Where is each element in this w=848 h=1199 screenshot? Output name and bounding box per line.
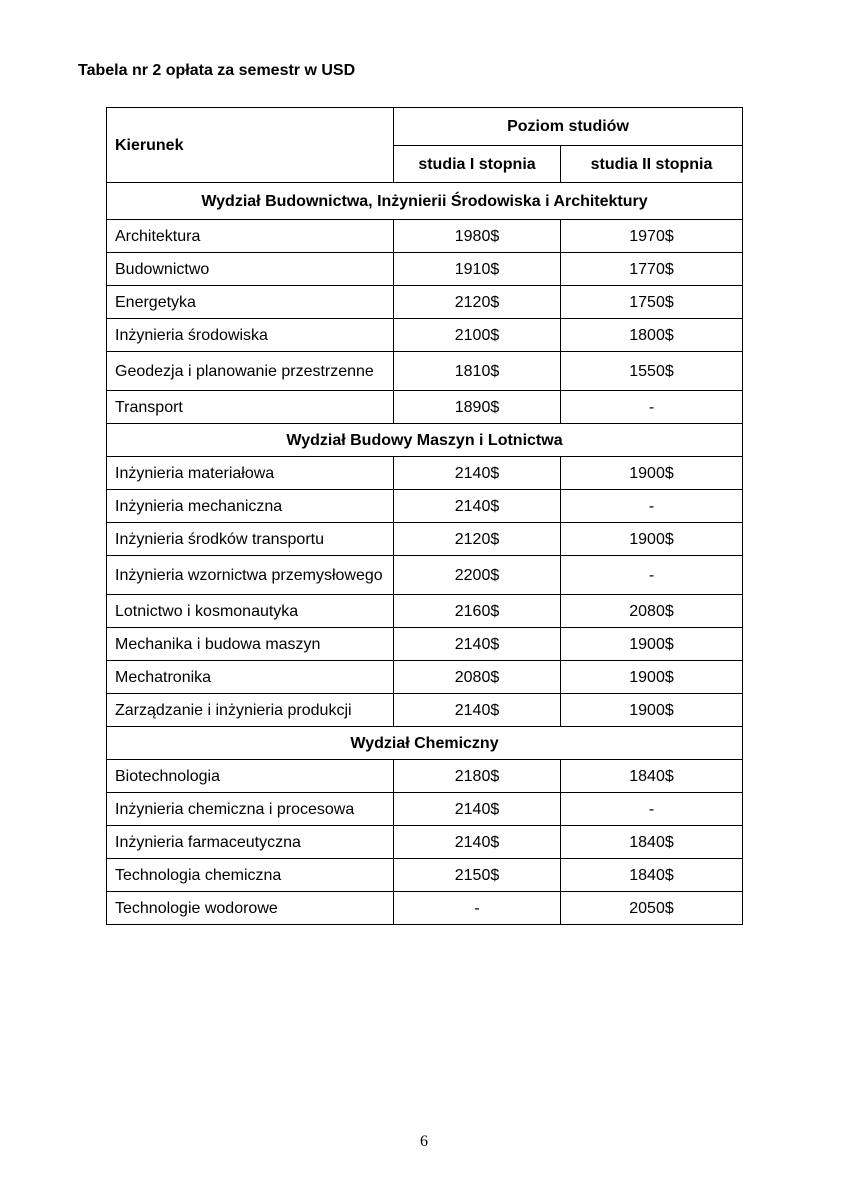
- fee-level-1: 2140$: [394, 490, 561, 523]
- program-name: Budownictwo: [107, 253, 394, 286]
- header-level-1: studia I stopnia: [394, 146, 561, 183]
- program-row: [107, 661, 743, 694]
- fee-level-1: 1980$: [394, 220, 561, 253]
- program-name: Inżynieria chemiczna i procesowa: [107, 793, 394, 826]
- fee-level-1: 2100$: [394, 319, 561, 352]
- page-number: 6: [420, 1133, 428, 1150]
- fee-level-2: 1900$: [561, 457, 743, 490]
- fee-level-1: 2200$: [394, 556, 561, 595]
- program-row: [107, 826, 743, 859]
- fee-level-1: 2140$: [394, 793, 561, 826]
- fee-level-1: -: [394, 892, 561, 925]
- fee-level-2: 2080$: [561, 595, 743, 628]
- fee-level-1: 2120$: [394, 523, 561, 556]
- program-name: Mechanika i budowa maszyn: [107, 628, 394, 661]
- fee-level-1: 2140$: [394, 694, 561, 727]
- program-name: Transport: [107, 391, 394, 424]
- program-row: [107, 523, 743, 556]
- program-name: Inżynieria mechaniczna: [107, 490, 394, 523]
- program-row: [107, 220, 743, 253]
- fee-level-1: 2140$: [394, 457, 561, 490]
- program-row: [107, 490, 743, 523]
- fee-level-2: 1840$: [561, 760, 743, 793]
- fee-level-1: 2180$: [394, 760, 561, 793]
- program-name: Inżynieria farmaceutyczna: [107, 826, 394, 859]
- program-row: [107, 556, 743, 595]
- fee-level-1: 1810$: [394, 352, 561, 391]
- program-name: Inżynieria środków transportu: [107, 523, 394, 556]
- faculty-name: Wydział Budownictwa, Inżynierii Środowiska i Architektury: [107, 183, 743, 220]
- fee-level-1: 1890$: [394, 391, 561, 424]
- program-name: Inżynieria środowiska: [107, 319, 394, 352]
- program-row: [107, 391, 743, 424]
- program-name: Geodezja i planowanie przestrzenne: [107, 352, 394, 391]
- faculty-row: [107, 424, 743, 457]
- fee-level-1: 1910$: [394, 253, 561, 286]
- program-row: [107, 859, 743, 892]
- fee-level-1: 2120$: [394, 286, 561, 319]
- program-row: [107, 760, 743, 793]
- program-name: Architektura: [107, 220, 394, 253]
- program-row: [107, 253, 743, 286]
- program-name: Lotnictwo i kosmonautyka: [107, 595, 394, 628]
- fee-level-1: 2160$: [394, 595, 561, 628]
- fee-level-2: 1840$: [561, 859, 743, 892]
- fee-level-2: -: [561, 391, 743, 424]
- fee-level-1: 2140$: [394, 628, 561, 661]
- program-name: Zarządzanie i inżynieria produkcji: [107, 694, 394, 727]
- program-row: [107, 793, 743, 826]
- fee-level-2: 2050$: [561, 892, 743, 925]
- program-row: [107, 595, 743, 628]
- fee-level-2: -: [561, 556, 743, 595]
- program-row: [107, 352, 743, 391]
- fee-level-2: 1800$: [561, 319, 743, 352]
- fee-level-2: 1840$: [561, 826, 743, 859]
- faculty-row: [107, 727, 743, 760]
- program-name: Technologie wodorowe: [107, 892, 394, 925]
- fee-level-2: -: [561, 793, 743, 826]
- fees-table-body: [107, 108, 743, 925]
- fee-level-2: 1550$: [561, 352, 743, 391]
- faculty-name: Wydział Chemiczny: [107, 727, 743, 760]
- fee-level-1: 2140$: [394, 826, 561, 859]
- program-row: [107, 319, 743, 352]
- program-row: [107, 892, 743, 925]
- fee-level-2: 1770$: [561, 253, 743, 286]
- fee-level-2: -: [561, 490, 743, 523]
- fee-level-2: 1970$: [561, 220, 743, 253]
- fee-level-2: 1900$: [561, 661, 743, 694]
- fees-table: [106, 107, 743, 925]
- program-row: [107, 286, 743, 319]
- table-title: Tabela nr 2 opłata za semestr w USD: [78, 62, 356, 79]
- program-name: Energetyka: [107, 286, 394, 319]
- program-name: Technologia chemiczna: [107, 859, 394, 892]
- header-poziom-studiow: Poziom studiów: [394, 108, 743, 146]
- header-level-2: studia II stopnia: [561, 146, 743, 183]
- program-name: Biotechnologia: [107, 760, 394, 793]
- faculty-name: Wydział Budowy Maszyn i Lotnictwa: [107, 424, 743, 457]
- fee-level-2: 1900$: [561, 694, 743, 727]
- program-row: [107, 628, 743, 661]
- program-name: Inżynieria wzornictwa przemysłowego: [107, 556, 394, 595]
- program-row: [107, 457, 743, 490]
- program-row: [107, 694, 743, 727]
- fee-level-2: 1900$: [561, 628, 743, 661]
- faculty-row: [107, 183, 743, 220]
- fee-level-2: 1750$: [561, 286, 743, 319]
- fee-level-2: 1900$: [561, 523, 743, 556]
- fee-level-1: 2150$: [394, 859, 561, 892]
- fee-level-1: 2080$: [394, 661, 561, 694]
- header-row-top: [107, 108, 743, 146]
- program-name: Mechatronika: [107, 661, 394, 694]
- header-kierunek: Kierunek: [107, 108, 394, 183]
- program-name: Inżynieria materiałowa: [107, 457, 394, 490]
